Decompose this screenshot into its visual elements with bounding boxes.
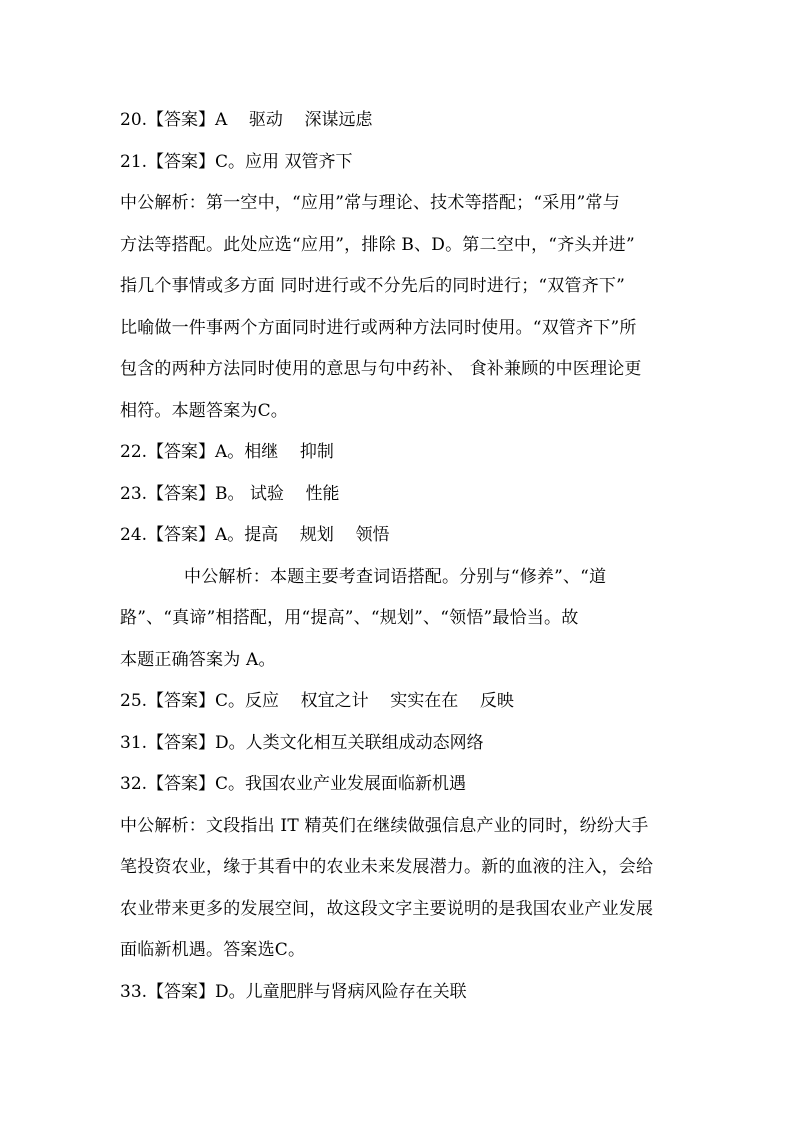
- analysis-24-line-1: 中公解析：本题主要考查词语搭配。分别与“修养”、“道: [184, 566, 607, 587]
- answer-23: 23.【答案】B。 试验 性能: [120, 483, 340, 504]
- analysis-21-line-2: 方法等搭配。此处应选“应用”，排除 B、D。第二空中，“齐头并进”: [120, 234, 635, 255]
- answer-20: 20.【答案】A 驱动 深谋远虑: [120, 110, 373, 130]
- analysis-21-line-4: 比喻做一件事两个方面同时进行或两种方法同时使用。“双管齐下”所: [120, 317, 637, 338]
- answer-32: 32.【答案】C。我国农业产业发展面临新机遇: [120, 774, 467, 794]
- answer-21: 21.【答案】C。应用 双管齐下: [120, 151, 353, 172]
- answer-25: 25.【答案】C。反应 权宜之计 实实在在 反映: [120, 691, 514, 711]
- answer-33: 33.【答案】D。儿童肥胖与肾病风险存在关联: [120, 981, 467, 1002]
- analysis-21-line-3: 指几个事情或多方面 同时进行或不分先后的同时进行；“双管齐下”: [120, 276, 625, 296]
- analysis-32-line-1: 中公解析：文段指出 IT 精英们在继续做强信息产业的同时，纷纷大手: [120, 815, 649, 836]
- analysis-24-line-2: 路”、“真谛”相搭配，用“提高”、“规划”、“领悟”最恰当。故: [120, 608, 579, 628]
- analysis-32-line-2: 笔投资农业，缘于其看中的农业未来发展潜力。新的血液的注入，会给: [120, 857, 654, 877]
- analysis-32-line-3: 农业带来更多的发展空间，故这段文字主要说明的是我国农业产业发展: [120, 898, 654, 919]
- analysis-21-line-6: 相符。本题答案为C。: [120, 400, 289, 421]
- analysis-32-line-4: 面临新机遇。答案选C。: [120, 940, 306, 960]
- answer-document: [120, 100, 680, 1013]
- analysis-21-line-5: 包含的两种方法同时使用的意思与句中药补、 食补兼顾的中医理论更: [120, 359, 642, 379]
- analysis-21-line-1: 中公解析：第一空中，“应用”常与理论、技术等搭配；“采用”常与: [120, 193, 620, 213]
- answer-24: 24.【答案】A。提高 规划 领悟: [120, 525, 390, 545]
- answer-31: 31.【答案】D。人类文化相互关联组成动态网络: [120, 732, 484, 753]
- analysis-24-line-3: 本题正确答案为 A。: [120, 649, 276, 670]
- answer-22: 22.【答案】A。相继 抑制: [120, 442, 334, 462]
